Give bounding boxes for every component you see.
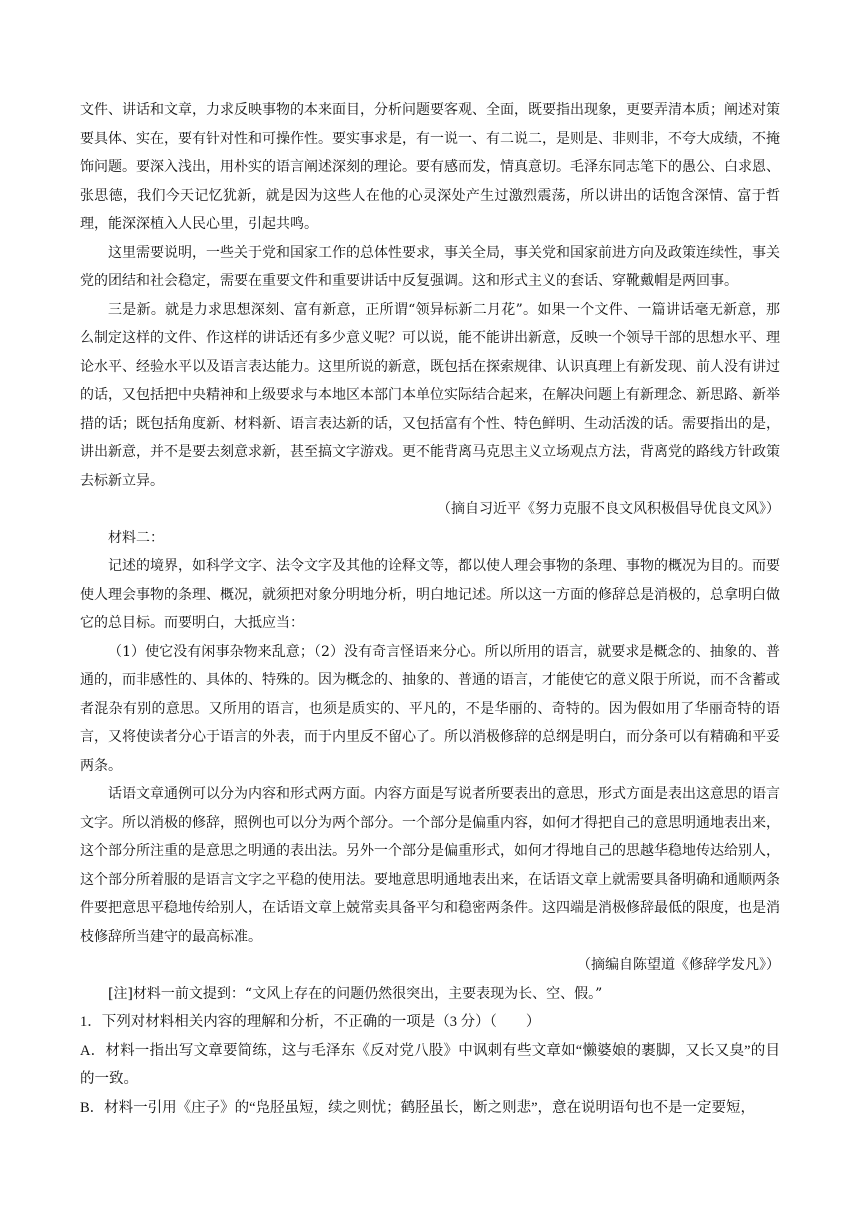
material1-paragraph-3: 三是新。就是力求思想深刻、富有新意，正所谓“领异标新二月花”。如果一个文件、一篇讲话毫无新意，那么制定这样的文件、作这样的讲话还有多少意义呢？可以说，能不能讲出新意，反映一个领导干部的思想水平、理论水平、经验水平以及语言表达能力。这里所说的新意，既包括在探索规律、认识真理上有新发现、前人没有讲过的话，又包括把中央精神和上级要求与本地区本部门本单位实际结合起来，在解决问题上有新理念、新思路、新举措的话；既包括角度新、材料新、语言表达新的话，又包括富有个性、特色鲜明、生动活泼的话。需要指出的是，讲出新意，并不是要去刻意求新，甚至搞文字游戏。更不能背离马克思主义立场观点方法，背离党的路线方针政策去标新立异。 bbox=[80, 301, 780, 489]
material1-paragraph-continued: 文件、讲话和文章，力求反映事物的本来面目，分析问题要客观、全面，既要指出现象，更要弄清本质；阐述对策要具体、实在，要有针对性和可操作性。要实事求是，有一说一、有二说二，是则是、非则非，不夸大成绩，不掩饰问题。要深入浅出，用朴实的语言阐述深刻的理论。要有感而发，情真意切。毛泽东同志笔下的愚公、白求恩、张思德，我们今天记忆犹新，就是因为这些人在他的心灵深处产生过激烈震荡，所以讲出的话饱含深情、富于哲理，能深深植入人民心里，引起共鸣。 bbox=[80, 102, 780, 232]
material1-source: （摘自习近平《努力克服不良文风积极倡导优良文风》） bbox=[437, 501, 780, 517]
material2-paragraph-1: 记述的境界，如科学文字、法令文字及其他的诠释文等，都以使人理会事物的条理、事物的概况为目的。而要使人理会事物的条理、概况，就须把对象分明地分析，明白地记述。所以这一方面的修辞总是消极的，总拿明白做它的总目标。而要明白，大抵应当： bbox=[80, 558, 780, 631]
question-1-stem: 1．下列对材料相关内容的理解和分析，不正确的一项是（3 分）（ ） bbox=[80, 1014, 541, 1030]
material2-paragraph-3: 话语文章通例可以分为内容和形式两方面。内容方面是写说者所要表出的意思，形式方面是表出这意思的语言文字。所以消极的修辞，照例也可以分为两个部分。一个部分是偏重内容，如何才得把自己的意思明通地表出来，这个部分所注重的是意思之明通的表出法。另外一个部分是偏重形式，如何才得地自己的思越华稳地传达给别人，这个部分所着服的是语言文字之平稳的使用法。要地意思明通地表出来，在话语文章上就需要具备明确和通顺两条件要把意思平稳地传给别人，在话语文章上兢常卖具备平匀和稳密两条件。这四端是消极修辞最低的限度，也是消枝修辞所当建守的最高标准。 bbox=[80, 786, 780, 945]
material2-paragraph-2: （1）使它没有闲事杂物来乱意；（2）没有奇言怪语来分心。所以所用的语言，就要求是概念的、抽象的、普通的，而非感性的、具体的、特殊的。因为概念的、抽象的、普通的语言，才能使它的意义限于所说，而不含蓄或者混杂有别的意思。又所用的语言，也须是质实的、平凡的，不是华丽的、奇特的。因为假如用了华丽奇特的语言，又将使读者分心于语言的外表，而于内里反不留心了。所以消极修辞的总纲是明白，而分条可以有精确和平妥两条。 bbox=[80, 643, 780, 774]
question-1-option-b: B．材料一引用《庄子》的“凫胫虽短，续之则忧；鹤胫虽长，断之则悲”，意在说明语句也不是一定要短， bbox=[80, 1099, 756, 1116]
material1-paragraph-2: 这里需要说明，一些关于党和国家工作的总体性要求，事关全局，事关党和国家前进方向及政策连续性，事关党的团结和社会稳定，需要在重要文件和重要讲话中反复强调。这和形式主义的套话、穿靴戴帽是两回事。 bbox=[80, 244, 780, 289]
document-page bbox=[80, 96, 780, 1122]
question-1-option-a: A．材料一指出写文章要简练，这与毛泽东《反对党八股》中讽刺有些文章如“懒婆娘的裹脚，又长又臭”的目的一致。 bbox=[80, 1042, 780, 1087]
material2-source: （摘编自陈望道《修辞学发凡》） bbox=[577, 957, 780, 973]
material2-label: 材料二： bbox=[108, 529, 164, 546]
note: [注]材料一前文提到：“文风上存在的问题仍然很突出，主要表现为长、空、假。” bbox=[108, 985, 603, 1002]
